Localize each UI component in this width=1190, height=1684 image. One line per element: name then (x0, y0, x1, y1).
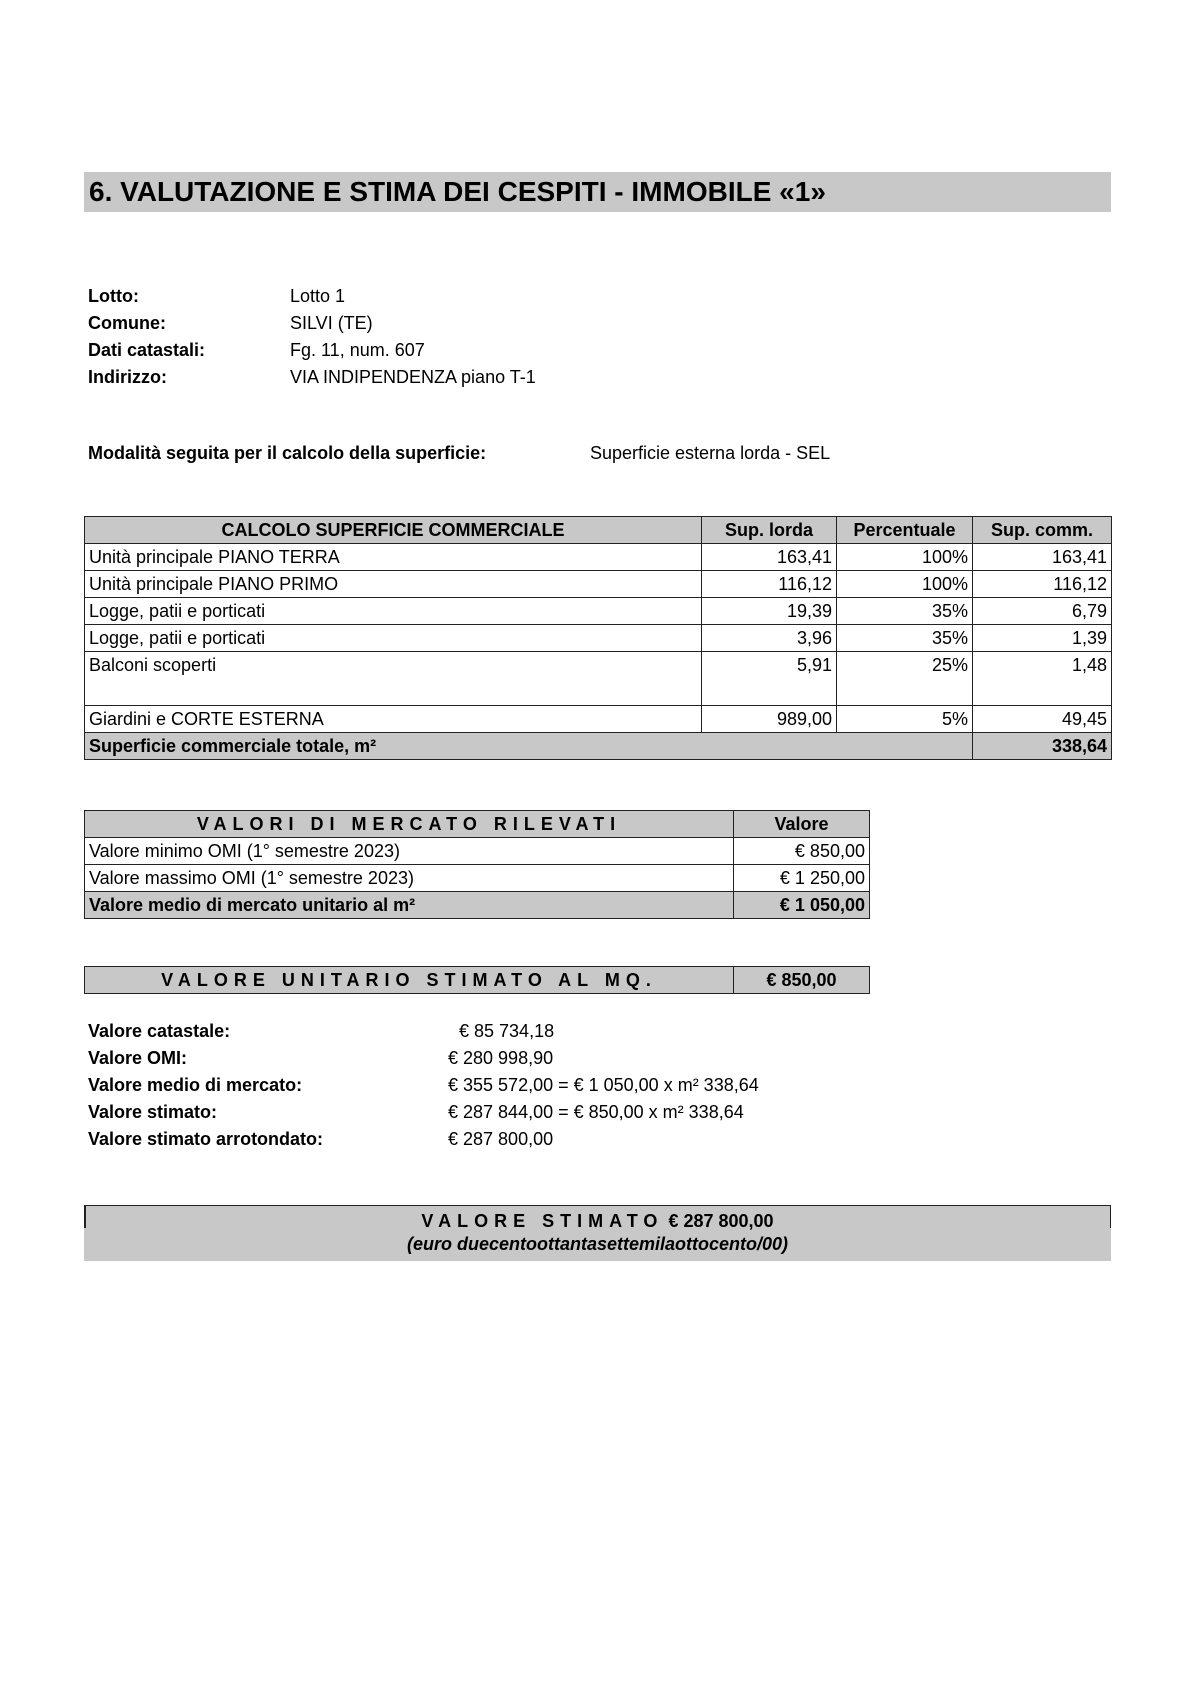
total-label: Superficie commerciale totale, m² (85, 733, 973, 760)
table-row (85, 598, 1112, 625)
final-value-box (84, 1205, 1111, 1261)
method-label: Modalità seguita per il calcolo della superficie: (88, 443, 487, 463)
surface-table (84, 516, 1112, 760)
unit-value-row (85, 967, 870, 994)
row-comm: 6,79 (973, 598, 1112, 625)
table-row (85, 544, 1112, 571)
table-row (85, 571, 1112, 598)
final-value-words: (euro duecentoottantasettemilaottocento/00) (406, 1234, 789, 1254)
table-header-row (85, 517, 1112, 544)
info-value-indirizzo: VIA INDIPENDENZA piano T-1 (290, 367, 536, 387)
row-lorda: 3,96 (702, 625, 837, 652)
row-lorda: 19,39 (702, 598, 837, 625)
row-lorda: 989,00 (702, 706, 837, 733)
header-cell: Valore (734, 811, 870, 838)
table-total-row (85, 733, 1112, 760)
table-row (85, 706, 1112, 733)
header-cell: VALORI DI MERCATO RILEVATI (85, 811, 734, 838)
unit-value-amount: € 850,00 (734, 967, 870, 994)
total-value: € 1 050,00 (734, 892, 870, 919)
info-label-catasto: Dati catastali: (88, 340, 206, 360)
section-title-bar (84, 172, 1111, 212)
table-row (85, 838, 870, 865)
info-label-lotto: Lotto: (88, 286, 139, 306)
calc-label-stimato: Valore stimato: (88, 1102, 218, 1122)
row-lorda: 5,91 (702, 652, 837, 706)
final-value-label: VALORE STIMATO (421, 1211, 664, 1231)
row-desc: Unità principale PIANO TERRA (85, 544, 702, 571)
info-label-comune: Comune: (88, 313, 166, 333)
row-perc: 100% (837, 544, 973, 571)
row-desc: Logge, patii e porticati (85, 598, 702, 625)
page-title: 6. VALUTAZIONE E STIMA DEI CESPITI - IMMOBILE «1» (89, 176, 826, 207)
calc-label-medio: Valore medio di mercato: (88, 1075, 303, 1095)
row-lorda: 116,12 (702, 571, 837, 598)
row-value: € 1 250,00 (734, 865, 870, 892)
info-label-indirizzo: Indirizzo: (88, 367, 167, 387)
header-cell: Sup. lorda (702, 517, 837, 544)
table-row (85, 652, 1112, 706)
total-value: 338,64 (973, 733, 1112, 760)
header-cell: CALCOLO SUPERFICIE COMMERCIALE (85, 517, 702, 544)
final-value-amount: € 287 800,00 (668, 1211, 774, 1231)
row-perc: 5% (837, 706, 973, 733)
row-lorda: 163,41 (702, 544, 837, 571)
unit-value-label: VALORE UNITARIO STIMATO AL MQ. (85, 967, 734, 994)
row-desc: Valore minimo OMI (1° semestre 2023) (85, 838, 734, 865)
calc-value-omi: € 280 998,90 (448, 1048, 554, 1068)
row-desc: Logge, patii e porticati (85, 625, 702, 652)
final-box-left-edge (84, 1206, 86, 1228)
row-desc: Giardini e CORTE ESTERNA (85, 706, 702, 733)
row-perc: 35% (837, 598, 973, 625)
info-value-lotto: Lotto 1 (290, 286, 346, 306)
table-header-row (85, 811, 870, 838)
unit-value-box (84, 966, 870, 994)
row-comm: 1,39 (973, 625, 1112, 652)
row-comm: 116,12 (973, 571, 1112, 598)
method-value: Superficie esterna lorda - SEL (590, 443, 831, 463)
table-total-row (85, 892, 870, 919)
row-perc: 35% (837, 625, 973, 652)
row-desc: Balconi scoperti (85, 652, 702, 706)
row-perc: 100% (837, 571, 973, 598)
info-value-comune: SILVI (TE) (290, 313, 373, 333)
row-desc: Unità principale PIANO PRIMO (85, 571, 702, 598)
row-comm: 1,48 (973, 652, 1112, 706)
header-cell: Sup. comm. (973, 517, 1112, 544)
row-comm: 49,45 (973, 706, 1112, 733)
row-value: € 850,00 (734, 838, 870, 865)
market-values-table (84, 810, 870, 919)
row-perc: 25% (837, 652, 973, 706)
calc-value-catastale: € 85 734,18 (459, 1021, 555, 1041)
final-box-right-edge (1110, 1206, 1112, 1228)
total-label: Valore medio di mercato unitario al m² (85, 892, 734, 919)
calc-value-medio: € 355 572,00 = € 1 050,00 x m² 338,64 (448, 1075, 759, 1095)
row-desc: Valore massimo OMI (1° semestre 2023) (85, 865, 734, 892)
calc-value-stimato: € 287 844,00 = € 850,00 x m² 338,64 (448, 1102, 744, 1122)
table-row (85, 865, 870, 892)
info-value-catasto: Fg. 11, num. 607 (290, 340, 425, 360)
calc-value-arrotondato: € 287 800,00 (448, 1129, 554, 1149)
header-cell: Percentuale (837, 517, 973, 544)
calc-label-arrotondato: Valore stimato arrotondato: (88, 1129, 324, 1149)
calc-label-omi: Valore OMI: (88, 1048, 188, 1068)
row-comm: 163,41 (973, 544, 1112, 571)
calc-label-catastale: Valore catastale: (88, 1021, 231, 1041)
table-row (85, 625, 1112, 652)
